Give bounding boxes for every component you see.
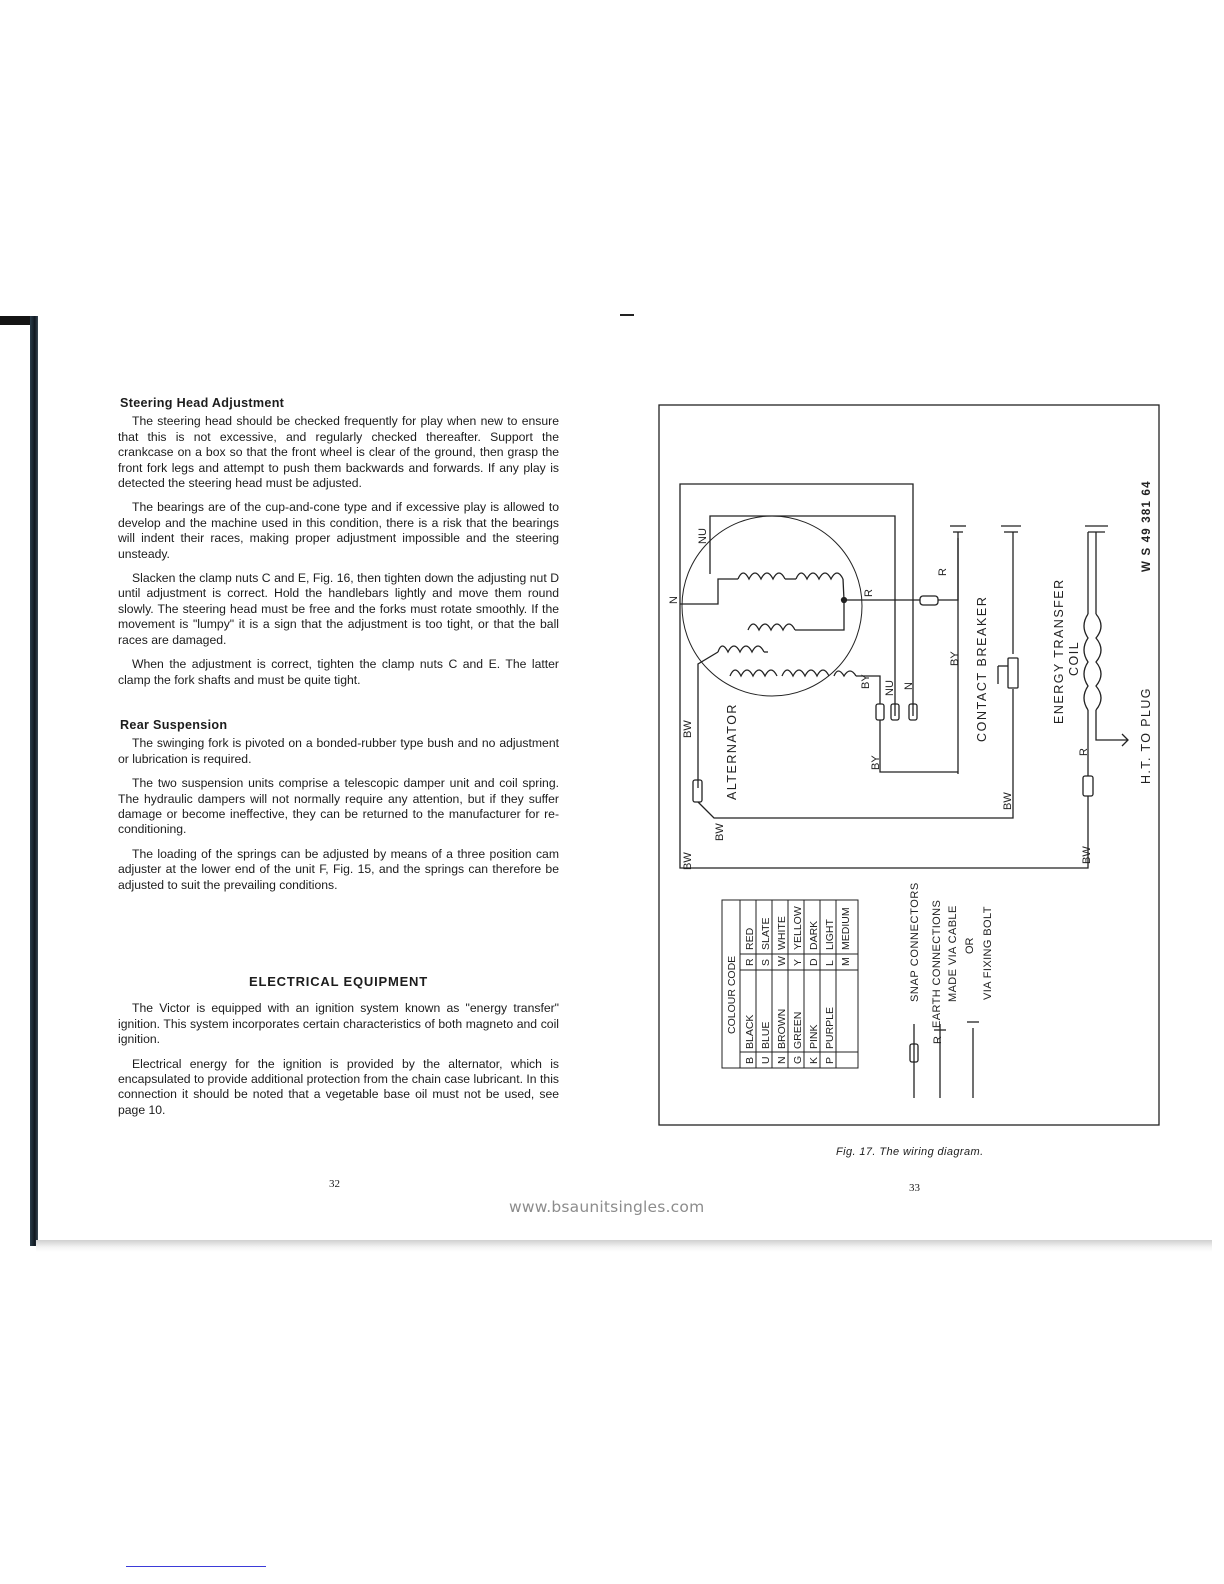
legend-r: R <box>932 1036 944 1044</box>
label-nu-mid: NU <box>884 680 896 696</box>
colour-name-brown: BROWN <box>776 1008 788 1049</box>
code-letter-m: M <box>840 957 852 966</box>
colour-name-light: LIGHT <box>824 919 836 950</box>
label-bw-left: BW <box>682 720 694 738</box>
label-n-mid: N <box>903 682 915 690</box>
colour-name-yellow: YELLOW <box>792 906 804 950</box>
alternator-circle <box>682 516 862 696</box>
legend-snap: SNAP CONNECTORS <box>909 882 921 1002</box>
label-part-number: W S 49 381 64 <box>1141 480 1153 572</box>
alternator-coil-2 <box>796 573 843 579</box>
colour-name-black: BLACK <box>744 1014 756 1049</box>
label-by-alt: BY <box>860 674 872 689</box>
page-number-left: 32 <box>329 1178 340 1190</box>
figure-caption: Fig. 17. The wiring diagram. <box>836 1146 984 1158</box>
page-bottom-shadow <box>36 1240 1212 1252</box>
alternator-coil-upper-a <box>718 646 764 652</box>
label-r-junction: R <box>863 589 875 597</box>
steering-paragraph-1: The steering head should be checked frequently for play when new to ensure that this is not excessive, and regularly checked thereafter. Support the crankcase on a box so that the front wheel is clear of the ground, then grasp the front fork legs and attempt to push them backwards and forwards. If any play is detected the steering head must be adjusted. <box>118 414 559 491</box>
code-letter-w: W <box>776 956 788 966</box>
legend <box>909 882 994 1098</box>
spine-edge <box>30 316 38 1246</box>
website-watermark[interactable]: www.bsaunitsingles.com <box>509 1198 705 1216</box>
alternator-coil-5 <box>782 670 829 676</box>
colour-name-medium: MEDIUM <box>840 907 852 950</box>
colour-name-white: WHITE <box>776 916 788 950</box>
code-letter-n: N <box>776 1056 788 1064</box>
code-letter-p: P <box>824 1056 836 1064</box>
label-bw-cb: BW <box>1002 792 1014 810</box>
steering-heading: Steering Head Adjustment <box>120 396 285 410</box>
colour-code-frame <box>722 900 858 1068</box>
rear-paragraph-3: The loading of the springs can be adjusted by means of a three position cam adjuster at the lower end of the unit F, Fig. 15, and the springs can therefore be adjusted to suit the prevailing conditions. <box>118 846 559 892</box>
rear-paragraph-2: The two suspension units comprise a telescopic damper unit and coil spring. The hydraulic dampers will not normally require any attention, but if they suffer damage or become ineffective, they can be returned to the manufacturer for re-conditioning. <box>118 776 559 837</box>
colour-code-title: COLOUR CODE <box>726 955 738 1034</box>
wiring-diagram <box>658 404 1162 1128</box>
electrical-paragraph-1: The Victor is equipped with an ignition system known as "energy transfer" ignition. This system incorporates certain characteristics of both magneto and coil ignition. <box>118 1001 559 1047</box>
label-r-coil: R <box>1078 748 1090 756</box>
colour-code-text <box>726 906 852 1064</box>
left-page <box>118 396 559 1127</box>
code-letter-y: Y <box>792 958 804 966</box>
page-number-right: 33 <box>909 1182 920 1194</box>
alternator-coil-6 <box>834 671 856 676</box>
r-snap-connector <box>920 596 938 605</box>
steering-paragraph-4: When the adjustment is correct, tighten the clamp nuts C and E. The latter clamp the fork shafts and must be quite tight. <box>118 657 559 687</box>
wiring-diagram-svg <box>658 404 1162 1128</box>
rear-suspension-heading: Rear Suspension <box>120 717 228 732</box>
code-letter-d: D <box>808 958 820 966</box>
label-n-left: N <box>668 596 680 604</box>
code-letter-b: B <box>744 1056 756 1064</box>
wire-bw-cb <box>698 689 1013 818</box>
label-bw-bottom-left: BW <box>682 852 694 870</box>
colour-name-dark: DARK <box>808 920 820 950</box>
steering-paragraph-2: The bearings are of the cup-and-cone type and if excessive play is allowed to develop and the machine used in this condition, there is a risk that the bearings will indent their races, making proper adjustment impossible and the steering unsteady. <box>118 500 559 561</box>
label-bw-mid: BW <box>714 823 726 841</box>
colour-name-slate: SLATE <box>760 917 772 950</box>
legend-earth: EARTH CONNECTIONS <box>931 899 943 1028</box>
coil-primary <box>1084 614 1088 710</box>
wire-by-lower <box>880 720 958 772</box>
legend-bolt: VIA FIXING BOLT <box>982 906 994 1000</box>
label-coil-line1: ENERGY TRANSFER <box>1052 578 1066 724</box>
colour-name-blue: BLUE <box>760 1021 772 1049</box>
label-bw-bottom-right: BW <box>1081 846 1093 864</box>
page-mark <box>620 314 634 316</box>
wire-n-to-coil <box>680 579 738 604</box>
code-letter-u: U <box>760 1056 772 1064</box>
junction-dot <box>842 598 847 603</box>
label-ht-plug: H.T. TO PLUG <box>1139 687 1153 784</box>
footer-link-underline[interactable] <box>126 1566 266 1567</box>
book-spine <box>0 316 40 1246</box>
wire-bw-alt <box>698 652 718 788</box>
electrical-paragraph-2: Electrical energy for the ignition is provided by the alternator, which is encapsulated to provide additional protection from the chain case lubricant. In this connection it should be noted that a vegetable base oil must not be used, see page 10. <box>118 1056 559 1117</box>
code-letter-k: K <box>808 1056 820 1064</box>
electrical-heading: ELECTRICAL EQUIPMENT <box>249 973 428 989</box>
coil-snap <box>1083 776 1093 796</box>
alternator-coil-1 <box>738 573 785 579</box>
code-letter-l: L <box>824 960 836 966</box>
colour-name-red: RED <box>744 927 756 950</box>
colour-name-purple: PURPLE <box>824 1006 836 1049</box>
wire-bw-bottom <box>680 704 1088 868</box>
by-snap <box>876 704 884 720</box>
label-by-lower: BY <box>870 755 882 770</box>
legend-or: OR <box>964 937 976 954</box>
colour-name-green: GREEN <box>792 1011 804 1049</box>
code-letter-s: S <box>760 958 772 966</box>
rear-paragraph-1: The swinging fork is pivoted on a bonded-rubber type bush and no adjustment or lubrication is required. <box>118 736 559 766</box>
colour-code-table <box>722 900 858 1068</box>
legend-made: MADE VIA CABLE <box>947 905 959 1002</box>
colour-name-pink: PINK <box>808 1024 820 1049</box>
code-letter-g: G <box>792 1055 804 1064</box>
label-coil-line2: COIL <box>1067 640 1081 676</box>
coil-return <box>795 579 844 630</box>
alternator-coil-4 <box>730 670 777 676</box>
label-r-top: R <box>937 568 949 576</box>
steering-paragraph-3: Slacken the clamp nuts C and E, Fig. 16, then tighten down the adjusting nut D until adjustment is correct. Hold the handlebars lightly and move them round slowly. The steering head must be free and the forks must rotate smoothly. If the movement is "lumpy" it is a sign that the adjustment is too tight, or that the ball races are damaged. <box>118 571 559 647</box>
code-letter-r: R <box>744 958 756 966</box>
label-by-cb: BY <box>949 651 961 666</box>
coil-secondary <box>1096 614 1101 710</box>
label-nu-top: NU <box>697 528 709 544</box>
contact-breaker-symbol <box>1008 658 1018 688</box>
alternator-coil-3 <box>748 624 795 630</box>
label-alternator: ALTERNATOR <box>725 703 739 800</box>
label-contact-breaker: CONTACT BREAKER <box>975 595 989 742</box>
